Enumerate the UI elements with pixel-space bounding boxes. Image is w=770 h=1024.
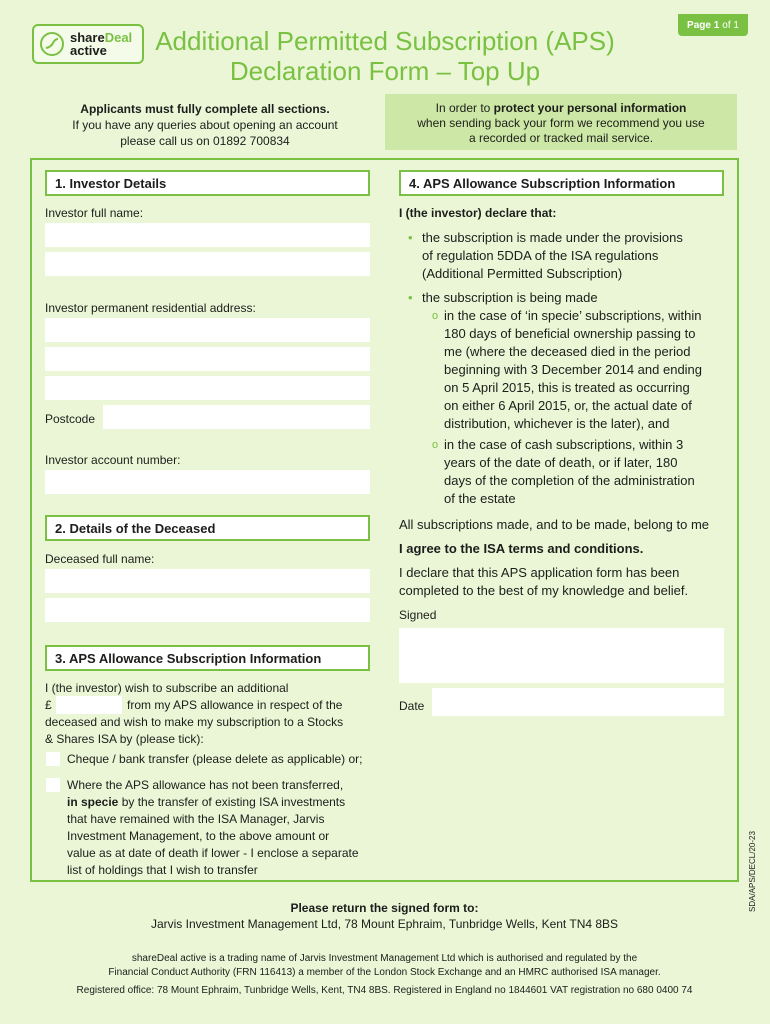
investor-name-field-1[interactable] [45, 223, 370, 247]
logo-text-active: active [70, 43, 107, 58]
investor-address-field-2[interactable] [45, 347, 370, 371]
agree-terms: I agree to the ISA terms and conditions. [399, 541, 644, 556]
postcode-label: Postcode [45, 412, 96, 426]
title-line-1: Additional Permitted Subscription (APS) [155, 26, 615, 56]
trend-up-icon [40, 32, 64, 56]
declaration-bullets: • the subscription is made under the provisions of regulation 5DDA of the ISA regulations (Additional Permitted Subscription) • the subscription is being made o in the case of ‘in specie’ subscriptions, within 180 days of beneficial ownership passing to me (where the deceased died in the period beginning with 3 December 2014 and ending on 5 April 2015, this is treated as occurring on either 6 April 2015, or, the actual date of distribution, whichever is the later), and o in the case of cash subscriptions, within 3 years of the date of death, or if later, 180 days of the completion of the administration of the estate [408, 230, 703, 506]
investor-address-label: Investor permanent residential address: [45, 301, 256, 315]
return-instructions: Please return the signed form to: Jarvis Investment Management Ltd, 78 Mount Ephraim, Tunbridge Wells, Kent TN4 8BS [150, 901, 619, 931]
deceased-name-field-1[interactable] [45, 569, 370, 593]
investor-account-label: Investor account number: [45, 453, 181, 467]
section-3-intro: I (the investor) wish to subscribe an additional £ from my APS allowance in respect of the deceased and wish to make my subscription to a Stocks & Shares ISA by (please tick): [45, 681, 344, 746]
section-3-heading: 3. APS Allowance Subscription Information [45, 645, 370, 671]
date-field[interactable] [432, 688, 724, 716]
section-1-heading: 1. Investor Details [45, 170, 370, 196]
investor-name-field-2[interactable] [45, 252, 370, 276]
investor-name-label: Investor full name: [45, 206, 144, 220]
section-2-heading: 2. Details of the Deceased [45, 515, 370, 541]
option-cheque-label: Cheque / bank transfer (please delete as applicable) or; [67, 752, 363, 766]
declare-intro: I (the investor) declare that: [399, 206, 557, 220]
date-label: Date [399, 699, 425, 713]
in-specie-checkbox[interactable] [46, 778, 60, 792]
form-title [120, 26, 650, 86]
signature-field[interactable] [399, 628, 724, 683]
option-in-specie-label: Where the APS allowance has not been transferred, in specie by the transfer of existing ISA investments that have remained with the ISA Manager, Jarvis Investment Management, to the above amount or value as at date of death if lower - I enclose a separate list of holdings that I wish to transfer [67, 778, 359, 877]
belong-statement: All subscriptions made, and to be made, belong to me [399, 517, 710, 532]
bullet-icon: • [408, 230, 413, 245]
section-4-heading: 4. APS Allowance Subscription Information [399, 170, 724, 196]
bullet-icon: • [408, 290, 413, 305]
privacy-notice: In order to protect your personal information when sending back your form we recommend you use a recorded or tracked mail service. [385, 94, 737, 150]
page-indicator: Page 1 of 1 [678, 14, 748, 36]
sub-bullet-icon: o [432, 439, 439, 451]
investor-address-field-3[interactable] [45, 376, 370, 400]
investor-account-field[interactable] [45, 470, 370, 494]
sub-bullet-icon: o [432, 310, 439, 322]
deceased-name-field-2[interactable] [45, 598, 370, 622]
signed-label: Signed [399, 608, 437, 622]
cheque-transfer-checkbox[interactable] [46, 752, 60, 766]
applicant-note: Applicants must fully complete all sections. If you have any queries about opening an account please call us on 01892 700834 [72, 102, 338, 148]
amount-field[interactable] [56, 696, 122, 714]
legal-footer: shareDeal active is a trading name of Jarvis Investment Management Ltd which is authorised and regulated by the Financial Conduct Authority (FRN 116413) a member of the London Stock Exchange and an HMRC authorised ISA manager. Registered office: 78 Mount Ephraim, Tunbridge Wells, Kent, TN4 8BS. Registered in England no 1844601 VAT registration no 680 0400 74 [76, 953, 693, 996]
document-reference: SDA/APS/DECL/20-23 [748, 831, 757, 912]
logo-text-deal: Deal [104, 30, 133, 45]
investor-address-field-1[interactable] [45, 318, 370, 342]
postcode-field[interactable] [103, 405, 370, 429]
logo-text-share: share [70, 30, 105, 45]
title-line-2: Declaration Form – Top Up [229, 56, 541, 86]
declaration-statement: I declare that this APS application form has been completed to the best of my knowledge and belief. [399, 565, 689, 598]
deceased-name-label: Deceased full name: [45, 552, 155, 566]
